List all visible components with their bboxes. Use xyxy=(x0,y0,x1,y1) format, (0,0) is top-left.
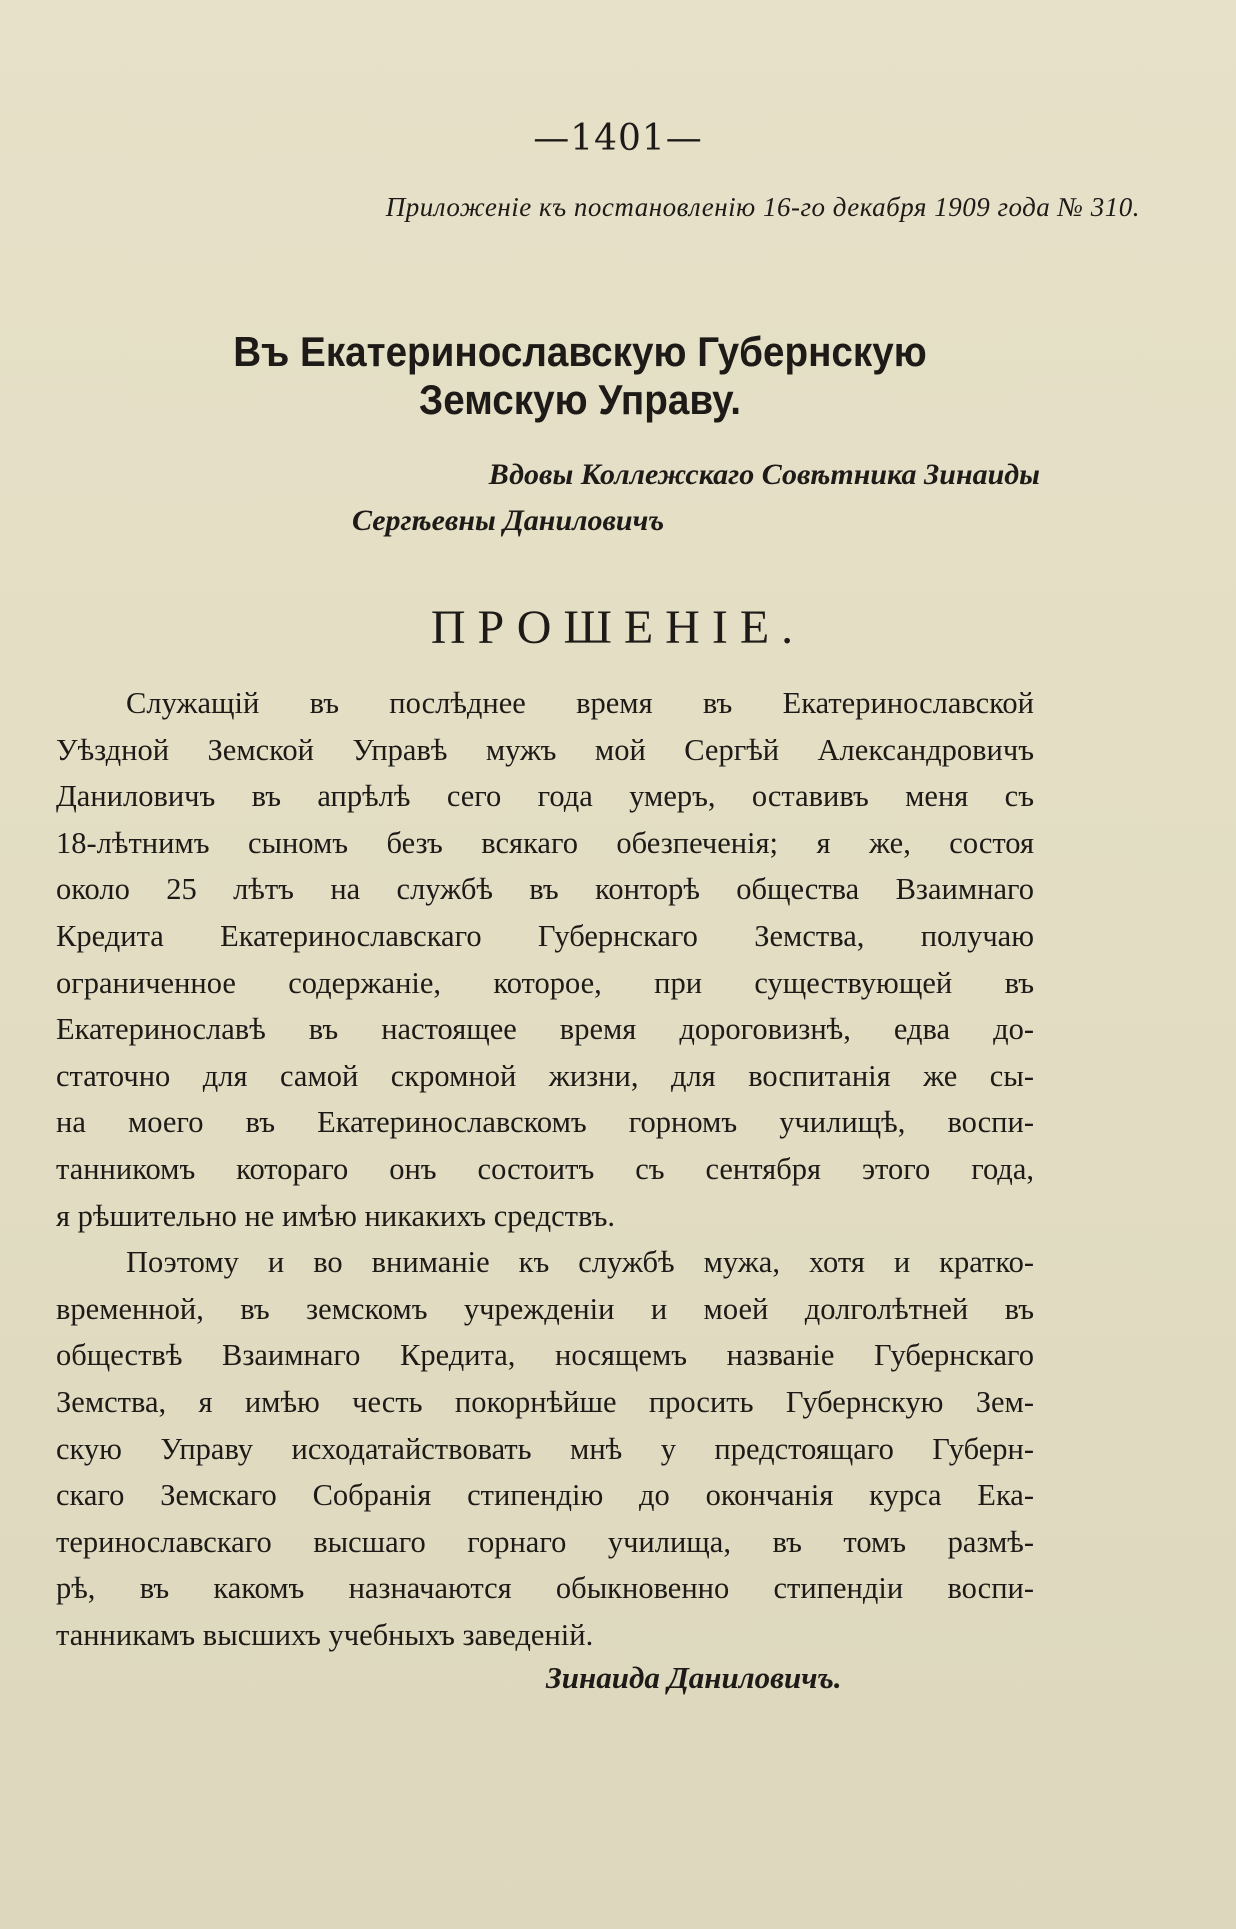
petitioner-line-1: Вдовы Коллежскаго Совѣтника Зинаиды xyxy=(488,458,1040,491)
body-line: рѣ, въ какомъ назначаются обыкновенно стипендіи воспи- xyxy=(56,1571,1034,1606)
body-line: Даниловичъ въ апрѣлѣ сего года умеръ, оставивъ меня съ xyxy=(56,779,1034,814)
signature: Зинаида Даниловичъ. xyxy=(546,1660,842,1695)
body-line: теринославскаго высшаго горнаго училища, въ томъ размѣ- xyxy=(56,1524,1034,1559)
addressee-heading: Въ Екатеринославскую Губернскую Земскую Управу. xyxy=(233,328,927,423)
body-line: 18-лѣтнимъ сыномъ безъ всякаго обезпеченія; я же, состоя xyxy=(56,825,1034,860)
body-line: на моего въ Екатеринославскомъ горномъ училищѣ, воспи- xyxy=(56,1105,1034,1140)
body-line: Екатеринославѣ въ настоящее время дороговизнѣ, едва до- xyxy=(56,1012,1034,1047)
petitioner-line-2: Сергѣевны Даниловичъ xyxy=(352,504,665,537)
body-line: статочно для самой скромной жизни, для воспитанія же сы- xyxy=(56,1058,1034,1093)
body-line: я рѣшительно не имѣю никакихъ средствъ. xyxy=(56,1198,616,1233)
body-line: около 25 лѣтъ на службѣ въ конторѣ общества Взаимнаго xyxy=(56,872,1034,907)
body-line: Служащій въ послѣднее время въ Екатеринославской xyxy=(126,686,1034,720)
body-line: Земства, я имѣю честь покорнѣйше просить Губернскую Зем- xyxy=(56,1384,1034,1419)
body-line: скую Управу исходатайствовать мнѣ у предстоящаго Губерн- xyxy=(56,1431,1034,1466)
body-line: Уѣздной Земской Управѣ мужъ мой Сергѣй Александровичъ xyxy=(56,732,1034,767)
document-title: ПРОШЕНІЕ. xyxy=(430,601,806,654)
petition-body xyxy=(56,680,1034,1658)
body-line: танникамъ высшихъ учебныхъ заведеній. xyxy=(56,1617,594,1652)
appendix-note: Приложеніе къ постановленію 16-го декабря 1909 года № 310. xyxy=(385,192,1140,222)
page-number: —1401— xyxy=(533,118,703,159)
body-line: обществѣ Взаимнаго Кредита, носящемъ названіе Губернскаго xyxy=(56,1338,1034,1373)
body-line: скаго Земскаго Собранія стипендію до окончанія курса Ека- xyxy=(56,1478,1034,1513)
body-line: танникомъ котораго онъ состоитъ съ сентября этого года, xyxy=(56,1151,1034,1186)
body-line: Кредита Екатеринославскаго Губернскаго Земства, получаю xyxy=(56,918,1034,953)
body-line: ограниченное содержаніе, которое, при существующей въ xyxy=(56,965,1034,1000)
body-line: временной, въ земскомъ учрежденіи и моей долголѣтней въ xyxy=(56,1291,1034,1326)
body-line: Поэтому и во вниманіе къ службѣ мужа, хотя и кратко- xyxy=(126,1245,1034,1280)
